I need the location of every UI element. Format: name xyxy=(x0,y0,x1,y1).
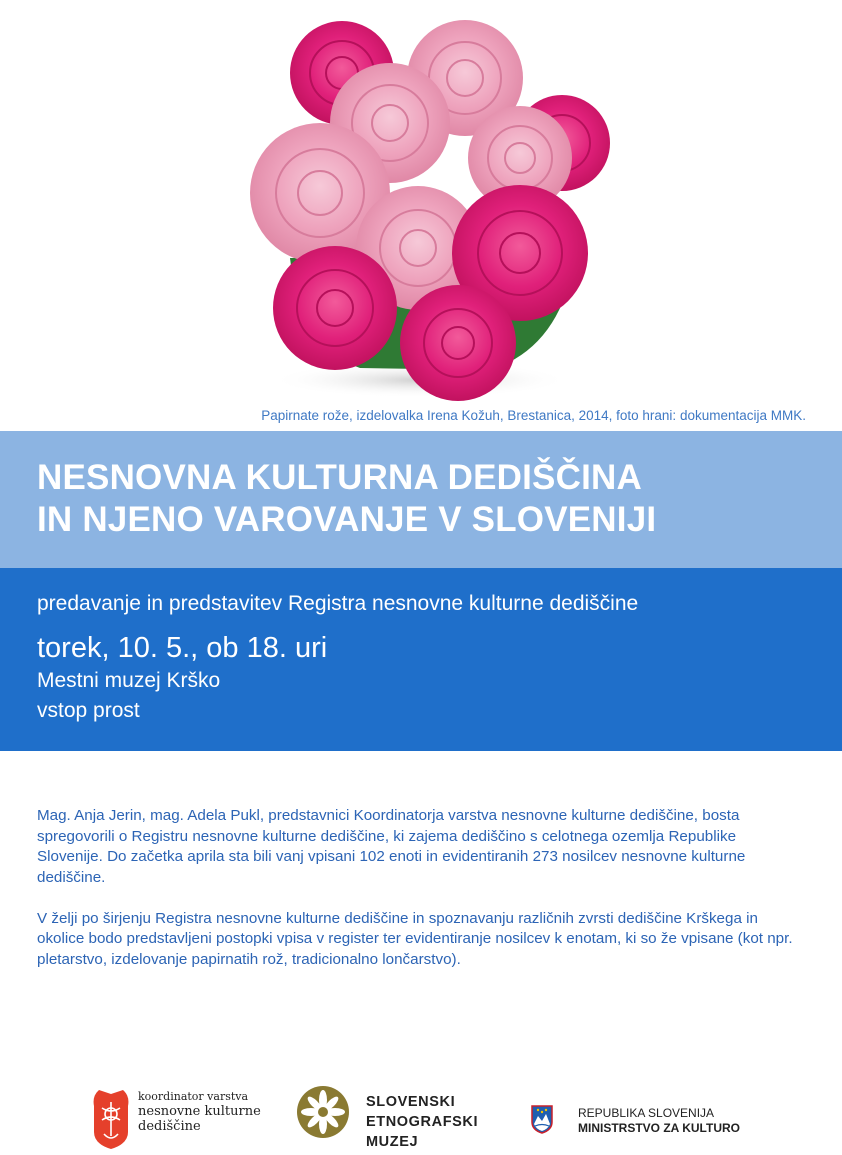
ministry-line-2: MINISTRSTVO ZA KULTURO xyxy=(578,1121,740,1135)
event-entry: vstop prost xyxy=(37,699,140,722)
event-info-band xyxy=(0,568,842,751)
sem-logo-text xyxy=(366,1092,478,1152)
koordinator-heart-logo-icon xyxy=(92,1088,130,1150)
description-paragraph-2: V želji po širjenju Registra nesnovne kulturne dediščine in spoznavanju različnih zvrsti dediščine Krškega in okolice bodo predstavljeni postopki vpisa v register ter evidentiranje nosilcev k enotam, ki so že vpisane (kot npr. pletarstvo, izdelovanje papirnatih rož, tradicionalno lončarstvo). xyxy=(37,909,793,968)
title-line-1: NESNOVNA KULTURNA DEDIŠČINA xyxy=(37,458,642,497)
ministry-line-1: REPUBLIKA SLOVENIJA xyxy=(578,1106,715,1120)
koordinator-logo-text xyxy=(138,1089,261,1134)
sem-line-3: MUZEJ xyxy=(366,1134,419,1150)
event-venue: Mestni muzej Krško xyxy=(37,669,221,692)
title-band xyxy=(0,431,842,568)
koordinator-line-1: koordinator varstva xyxy=(138,1090,249,1103)
page-title xyxy=(37,457,656,541)
sem-line-1: SLOVENSKI xyxy=(366,1094,456,1110)
title-line-2: IN NJENO VAROVANJE V SLOVENIJI xyxy=(37,500,657,539)
sem-flower-logo-icon xyxy=(296,1085,350,1139)
sponsor-logos xyxy=(0,1080,842,1155)
koordinator-line-3: dediščine xyxy=(138,1119,201,1134)
ministry-logo-text xyxy=(578,1106,740,1136)
photo-area xyxy=(0,0,842,430)
koordinator-line-2: nesnovne kulturne xyxy=(138,1104,261,1119)
sem-line-2: ETNOGRAFSKI xyxy=(366,1114,479,1130)
photo-caption: Papirnate rože, izdelovalka Irena Kožuh, Brestanica, 2014, foto hrani: dokumentacija MMK. xyxy=(261,408,806,423)
description xyxy=(37,806,797,991)
event-date: torek, 10. 5., ob 18. uri xyxy=(37,632,328,664)
slovenia-coat-of-arms-icon xyxy=(530,1104,554,1134)
description-paragraph-1: Mag. Anja Jerin, mag. Adela Pukl, predstavnici Koordinatorja varstva nesnovne kulturne dediščine, bosta spregovorili o Registru nesnovne kulturne dediščine, ki zajema dediščino s celotnega ozemlja Republike Slovenije. Do začetka aprila sta bili vanj vpisani 102 enoti in evidentiranih 273 nosilcev nesnovne kulturne dediščine. xyxy=(37,807,746,886)
paper-roses-photo xyxy=(230,8,630,408)
event-subtitle: predavanje in predstavitev Registra nesnovne kulturne dediščine xyxy=(37,592,639,615)
